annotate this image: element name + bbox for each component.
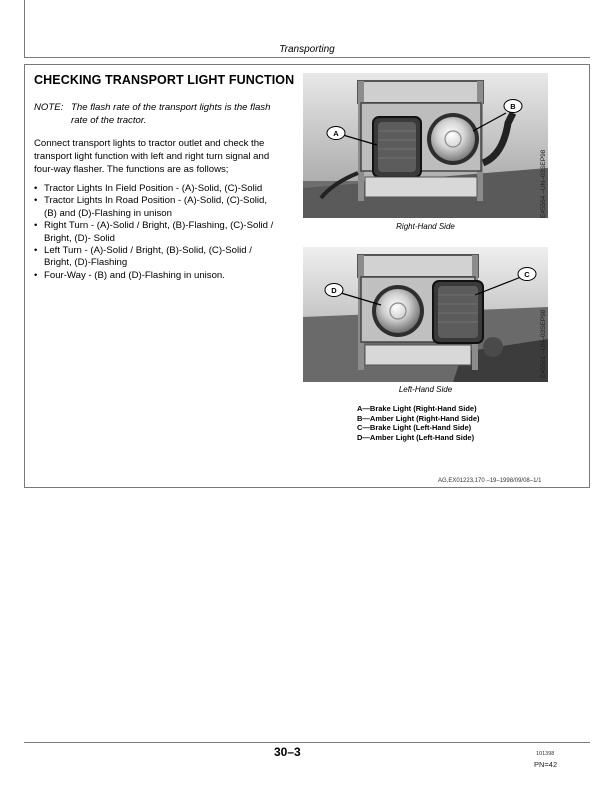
- list-item: [34, 220, 296, 245]
- pn-number: PN=42: [534, 760, 558, 769]
- list-item-line: • Tractor Lights In Road Position - (A)-Solid, (C)-Solid,: [44, 195, 268, 207]
- content-box-right: [589, 64, 590, 488]
- figure-code-top: E45564 –UN–03SEP98: [540, 149, 547, 218]
- intro-line-2: transport light function with left and right turn signal and: [34, 151, 270, 163]
- callout-a: [327, 127, 345, 140]
- note-line-1: The flash rate of the transport lights is the flash: [71, 102, 271, 113]
- legend-item: A—Brake Light (Right-Hand Side): [357, 404, 477, 413]
- section-title: CHECKING TRANSPORT LIGHT FUNCTION: [34, 73, 295, 87]
- list-item-line: • Tractor Lights In Field Position - (A)-Solid, (C)-Solid: [44, 183, 263, 194]
- list-item-line: • Left Turn - (A)-Solid / Bright, (B)-Solid, (C)-Solid /: [44, 245, 252, 257]
- page-number: 30–3: [274, 745, 301, 759]
- callout-d: [325, 284, 343, 297]
- intro-line-1: Connect transport lights to tractor outlet and check the: [34, 138, 265, 149]
- figure-legend: [357, 404, 480, 442]
- content-box-top: [24, 64, 590, 65]
- callout-c: [518, 268, 536, 281]
- callout-d-label: D: [331, 286, 337, 295]
- intro-line-3: four-way flasher. The functions are as follows;: [34, 164, 229, 176]
- intro-paragraph: [34, 137, 296, 177]
- document-reference: AG,EX01223,170 –19–1998/09/08–1/1: [438, 478, 542, 484]
- callout-c-label: C: [524, 270, 530, 279]
- list-item-line: • Right Turn - (A)-Solid / Bright, (B)-Flashing, (C)-Solid /: [44, 220, 274, 232]
- callout-b: [504, 100, 522, 113]
- legend-item: D—Amber Light (Left-Hand Side): [357, 432, 475, 442]
- list-item: [34, 195, 296, 220]
- function-list: [34, 183, 296, 282]
- callout-b-label: B: [510, 102, 516, 111]
- list-item-line: Bright, (D)-Flashing: [44, 257, 128, 269]
- list-item: [34, 245, 296, 270]
- list-item-line: • Four-Way - (B) and (D)-Flashing in unison.: [44, 269, 225, 281]
- legend-item: C—Brake Light (Left-Hand Side): [357, 423, 472, 433]
- note-label: NOTE:: [34, 102, 64, 113]
- left-hand-light-photo: [303, 247, 548, 382]
- caption-left-hand: Left-Hand Side: [398, 385, 453, 394]
- callout-a-label: A: [333, 129, 339, 138]
- list-item-line: (B) and (D)-Flashing in unison: [44, 207, 172, 219]
- list-item: [34, 270, 296, 282]
- right-hand-light-photo: [303, 73, 548, 218]
- list-item: [34, 183, 296, 195]
- running-header: Transporting: [279, 44, 335, 55]
- note-block: [34, 101, 296, 127]
- list-item-line: Bright, (D)- Solid: [44, 232, 115, 244]
- caption-right-hand: Right-Hand Side: [396, 222, 455, 231]
- legend-item: B—Amber Light (Right-Hand Side): [357, 413, 480, 423]
- content-box-bottom: [24, 487, 590, 488]
- doc-number: 101398: [536, 751, 555, 757]
- note-line-2: rate of the tractor.: [71, 115, 147, 126]
- figure-code-bottom: E45561 –UN–03SEP98: [540, 309, 547, 378]
- content-box-left: [24, 64, 25, 488]
- header-bottom-rule: [24, 57, 590, 58]
- footer-rule: [24, 742, 590, 743]
